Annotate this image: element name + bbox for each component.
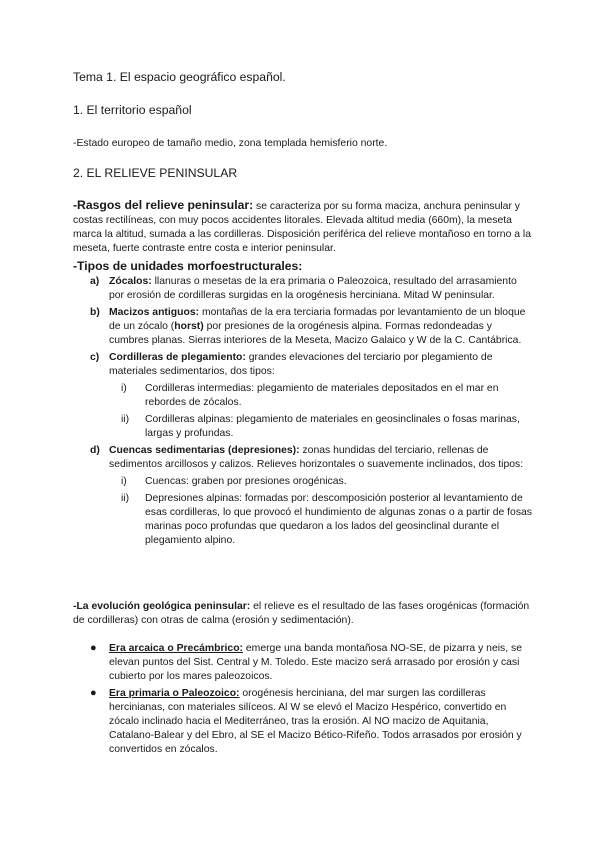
section-1-text: -Estado europeo de tamaño medio, zona templada hemisferio norte.: [73, 138, 388, 149]
list-marker: d): [90, 445, 100, 456]
macizos-text-2: por presiones de la orogénesis alpina. Formas redondeadas y cumbres planas. Sierras interiores de la Meseta, Macizo Galaico y W de la C. Cantábrica.: [109, 321, 522, 346]
era-arcaica-text: emerge una banda montañosa NO-SE, de pizarra y neis, se elevan puntos del Sist. Central y M. Toledo. Este macizo será arrasado por erosión y casi cubierto por los mares paleozoicos.: [109, 643, 522, 682]
zocalos-label: Zócalos:: [109, 276, 152, 287]
rasgos-label: -Rasgos del relieve peninsular:: [73, 198, 254, 212]
bullet-icon: ●: [90, 687, 97, 699]
zocalos-text: llanuras o mesetas de la era primaria o Paleozoica, resultado del arrasamiento por erosión de cordilleras surgidas en la orogénesis herciniana. Mitad W peninsular.: [109, 276, 517, 301]
era-primaria-text: orogénesis herciniana, del mar surgen las cordilleras hercinianas, con materiales silíceos. Al W se elevó el Macizo Hespérico, convertido en zócalo inclinado hacia el Mediterráneo, tras la erosión. Al NO macizo de Aquitania, Catalano-Balear y del Ebro, al SE el Macizo Bético-Rifeño. Todos arrasados por erosión y convertidos en zócalos.: [109, 688, 522, 755]
document-title: Tema 1. El espacio geográfico español.: [73, 70, 286, 84]
era-arcaica-label: Era arcaica o Precámbrico:: [109, 643, 243, 654]
cuencas-graben-text: Cuencas: graben por presiones orogénicas.: [145, 476, 347, 487]
sublist-marker: i): [121, 476, 127, 487]
depresiones-alpinas-text: Depresiones alpinas: formadas por: descomposición posterior al levantamiento de esas cordilleras, lo que provocó el hundimiento de algunas zonas o a partir de fosas marinas poco profundas que quedaron a los lados del geosinclinal durante el plegamiento alpino.: [145, 493, 532, 546]
cordilleras-text: grandes elevaciones del terciario por plegamiento de materiales sedimentarios, dos tipos:: [109, 352, 493, 377]
list-marker: b): [90, 307, 100, 318]
sublist-marker: i): [121, 383, 127, 394]
section-1-heading: 1. El territorio español: [73, 103, 192, 117]
macizos-text-1: montañas de la era terciaria formadas por levantamiento de un bloque de un zócalo (: [109, 307, 526, 332]
list-item-cuencas: [73, 444, 533, 472]
tipos-list: [73, 275, 533, 548]
tipos-heading: -Tipos de unidades morfoestructurales:: [73, 259, 303, 273]
list-marker: c): [90, 352, 100, 363]
list-item-era-arcaica: [73, 642, 533, 684]
list-item-macizos: [73, 306, 533, 348]
evolucion-label: -La evolución geológica peninsular:: [73, 601, 251, 612]
sublist-item-intermedias: [73, 382, 533, 410]
evolucion-text: el relieve es el resultado de las fases orogénicas (formación de cordilleras) con otras de calma (erosión y sedimentación).: [73, 601, 530, 626]
sublist-marker: ii): [121, 414, 130, 425]
sublist-item-cuencas-graben: [73, 475, 533, 489]
eras-list: [73, 642, 533, 757]
sublist-marker: ii): [121, 493, 130, 504]
cuencas-label: Cuencas sedimentarias (depresiones):: [109, 445, 300, 456]
sublist-item-alpinas: [73, 413, 533, 441]
list-item-cordilleras: [73, 351, 533, 379]
era-primaria-label: Era primaria o Paleozoico:: [109, 688, 240, 699]
list-item-era-primaria: [73, 687, 533, 757]
rasgos-text: se caracteriza por su forma maciza, anchura peninsular y costas rectilíneas, con muy pocos accidentes litorales. Elevada altitud media (660m), la meseta marca la altitud, sumada a las cordilleras. Disposición periférica del relieve montañoso en torno a la meseta, fuerte contraste entre costa e interior peninsular.: [73, 201, 531, 254]
rasgos-paragraph: [73, 198, 533, 256]
bullet-icon: ●: [90, 642, 97, 654]
sublist-item-depresiones-alpinas: [73, 492, 533, 548]
alpinas-text: Cordilleras alpinas: plegamiento de materiales en geosinclinales o fosas marinas, largas y profundas.: [145, 414, 520, 439]
cuencas-text: zonas hundidas del terciario, rellenas de sedimentos arcillosos y calizos. Relieves horizontales o suavemente inclinados, dos tipos:: [109, 445, 524, 470]
horst-term: horst): [174, 321, 204, 332]
section-2-heading: 2. EL RELIEVE PENINSULAR: [73, 166, 238, 180]
intermedias-text: Cordilleras intermedias: plegamiento de materiales depositados en el mar en rebordes de zócalos.: [145, 383, 499, 408]
evolucion-paragraph: [73, 600, 533, 628]
cordilleras-label: Cordilleras de plegamiento:: [109, 352, 246, 363]
list-item-zocalos: [73, 275, 533, 303]
list-marker: a): [90, 276, 100, 287]
macizos-label: Macizos antiguos:: [109, 307, 200, 318]
